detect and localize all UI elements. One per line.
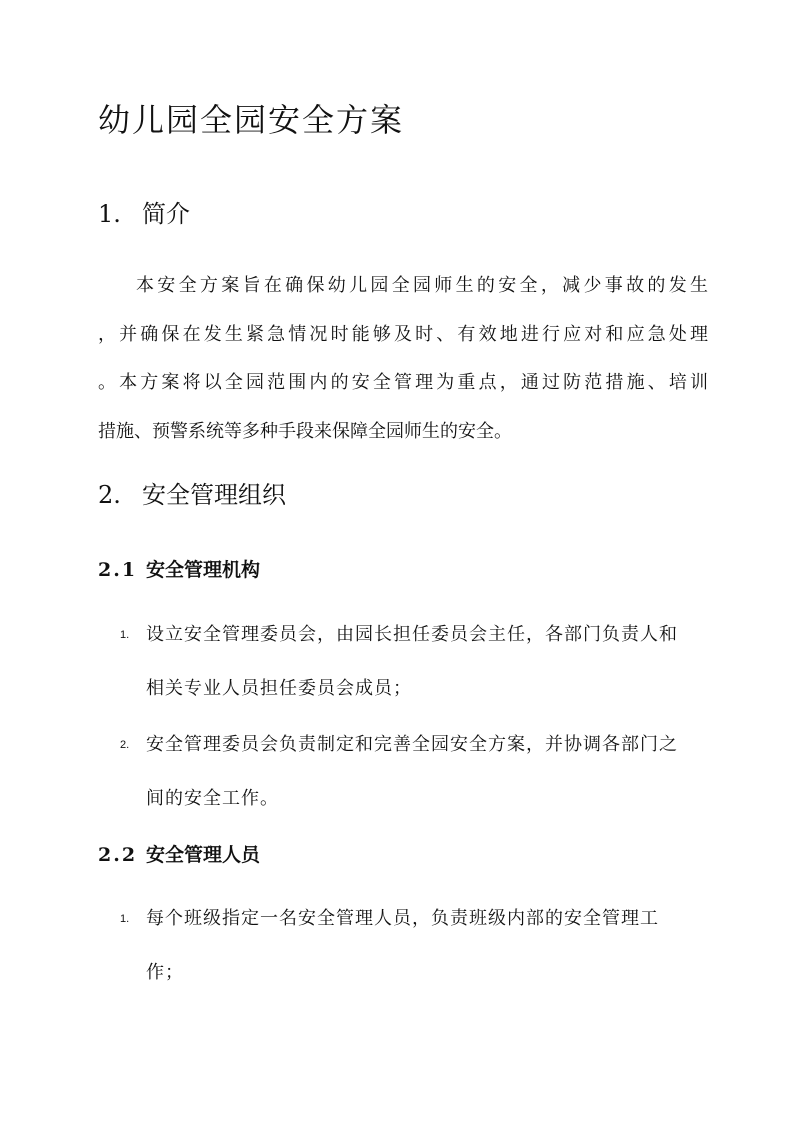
intro-paragraph (98, 262, 708, 456)
list-item (120, 892, 690, 1000)
section-title: 安全管理组织 (142, 481, 286, 509)
list-marker: 1. (120, 913, 130, 925)
paragraph-line: 。本方案将以全园范围内的安全管理为重点，通过防范措施、培训 (98, 372, 708, 393)
paragraph-line: 措施、预警系统等多种手段来保障全园师生的安全。 (98, 420, 512, 442)
list-item-text: 安全管理委员会负责制定和完善全园安全方案，并协调各部门之间的安全工作。 (146, 734, 678, 809)
subsection-heading-agency (98, 555, 260, 585)
subsection-number: 2.2 (98, 844, 138, 866)
list-item (120, 608, 690, 716)
list-item-text: 每个班级指定一名安全管理人员，负责班级内部的安全管理工作； (146, 908, 659, 983)
list-marker: 1. (120, 629, 130, 641)
section-number: 2. (98, 481, 121, 509)
section-heading-organization (98, 477, 286, 513)
section-title: 简介 (142, 200, 190, 228)
paragraph-line: ，并确保在发生紧急情况时能够及时、有效地进行应对和应急处理 (98, 323, 708, 345)
list-marker: 2. (120, 739, 130, 751)
section-number: 1. (98, 200, 121, 228)
paragraph-line: 本安全方案旨在确保幼儿园全园师生的安全，减少事故的发生 (136, 275, 708, 296)
list-item-text: 设立安全管理委员会，由园长担任委员会主任，各部门负责人和相关专业人员担任委员会成员； (146, 624, 678, 699)
list-item (120, 718, 690, 826)
document-title: 幼儿园全园安全方案 (98, 101, 405, 139)
subsection-title: 安全管理机构 (146, 559, 261, 581)
subsection-number: 2.1 (98, 559, 138, 581)
section-heading-intro (98, 196, 190, 232)
subsection-title: 安全管理人员 (146, 844, 261, 866)
subsection-heading-personnel (98, 840, 260, 870)
